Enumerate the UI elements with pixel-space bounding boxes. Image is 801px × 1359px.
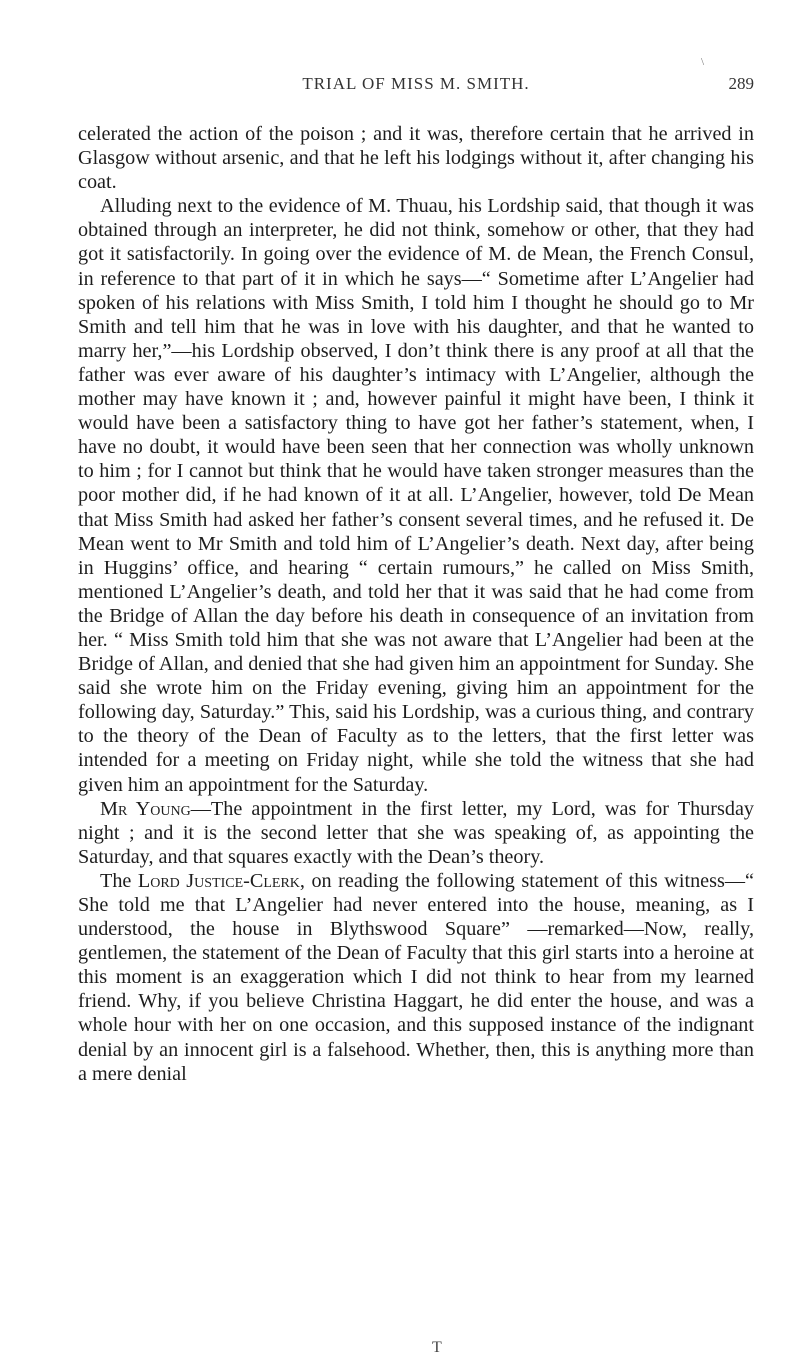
speech-text: —The appointment in the first letter, my Lord, was for Thursday night ; and it is the second letter that she was speaking of, as appointing the Saturday, and that squares exactly with the Dean’s theory. bbox=[78, 797, 755, 868]
paragraph: Alluding next to the evidence of M. Thuau, his Lordship said, that though it was obtained through an interpreter, he did not think, somehow or other, that they had got it satisfactorily. In going over the evidence of M. de Mean, the French Consul, in reference to that part of it in which he says—“ Sometime after L’Angelier had spoken of his relations with Miss Smith, I told him I thought he should go to Mr Smith and tell him that he was in love with his daughter, and that he wanted to marry her,”—his Lordship observed, I don’t think there is any proof at all that the father was ever aware of his daughter’s intimacy with L’Angelier, although the mother may have known it ; and, however painful it might have been, I think it would have been a satisfactory thing to have got her father’s statement, when, I have no doubt, it would have been seen that her connection was wholly unknown to him ; for I cannot but think that he would have taken stronger measures than the poor mother did, if he had known of it at all. L’Angelier, however, told De Mean that Miss Smith had asked her father’s consent several times, and he refused it. De Mean went to Mr Smith and told him of L’Angelier’s death. Next day, after being in Huggins’ office, and hearing “ certain rumours,” he called on Miss Smith, mentioned L’Angelier’s death, and told her that it was said that he had come from the Bridge of Allan the day before his death in consequence of an invitation from her. “ Miss Smith told him that she was not aware that L’Angelier had been at the Bridge of Allan, and denied that she had given him an appointment for Sunday. She said she wrote him on the Friday evening, giving him an appointment for the following day, Saturday.” This, said his Lordship, was a curious thing, and contrary to the theory of the Dean of Faculty as to the letters, that the first letter was intended for a meeting on Friday night, while she told the witness that she had given him an appointment for the Saturday. bbox=[78, 195, 754, 796]
running-title: TRIAL OF MISS M. SMITH. bbox=[302, 74, 530, 93]
page-number: 289 bbox=[728, 74, 754, 93]
speech-text: , on reading the following statement of this witness—“ She told me that L’Angelier had never entered into the house, meaning, as I understood, the house in Blythswood Square” —remarked—Now, really, gentlemen, the statement of the Dean of Faculty that this girl starts into a heroine at this moment is an exaggeration which I did not think to hear from my learned friend. Why, if you believe Christina Haggart, he did enter the house, and was a whole hour with her on one occasion, and this supposed instance of the indignant denial by an innocent girl is a falsehood. Whether, then, this is anything more than a mere denial bbox=[78, 869, 754, 1085]
paragraph: The Lord Justice-Clerk, on reading the following statement of this witness—“ She told me that L’Angelier had never entered into the house, meaning, as I understood, the house in Blythswood Square” —remarked—Now, really, gentlemen, the statement of the Dean of Faculty that this girl starts into a heroine at this moment is an exaggeration which I did not think to hear from my learned friend. Why, if you believe Christina Haggart, he did enter the house, and was a whole hour with her on one occasion, and this supposed instance of the indignant denial by an innocent girl is a falsehood. Whether, then, this is anything more than a mere denial bbox=[78, 869, 754, 1085]
body-text bbox=[78, 122, 754, 1086]
paragraph: celerated the action of the poison ; and it was, therefore certain that he arrived in Glasgow without arsenic, and that he left his lodgings without it, after changing his coat. bbox=[78, 123, 754, 194]
signature-mark: T bbox=[432, 1339, 442, 1356]
speaker-name: Lord Justice-Clerk bbox=[137, 869, 300, 892]
stray-mark: \ bbox=[701, 56, 705, 68]
paragraph bbox=[78, 797, 754, 869]
speaker-name: Mr Young bbox=[100, 797, 191, 820]
running-header bbox=[78, 74, 754, 104]
book-page bbox=[78, 74, 754, 1086]
